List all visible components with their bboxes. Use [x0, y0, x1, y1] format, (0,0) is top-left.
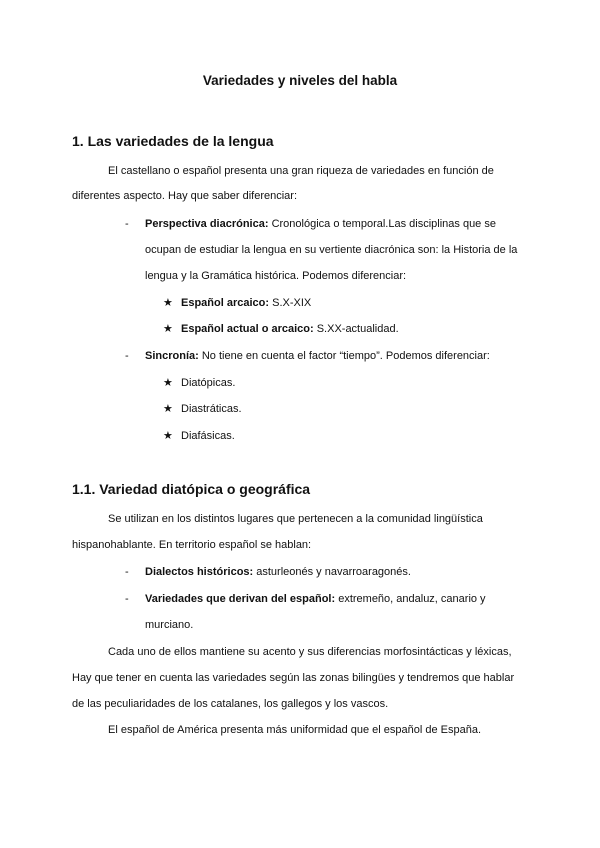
section-1-1-p2-line-3: de las peculiaridades de los catalanes, los gallegos y los vascos. — [72, 698, 389, 710]
section-1-1-p2-line-1: Cada uno de ellos mantiene su acento y sus diferencias morfosintácticas y léxicas, — [108, 646, 512, 658]
dash-bullet: - — [125, 566, 129, 578]
sincronia-line — [145, 349, 490, 363]
star-bullet-icon: ★ — [163, 297, 173, 309]
espanol-arcaico-text: S.X-XIX — [269, 297, 312, 309]
diacronica-line-2: ocupan de estudiar la lengua en su vertiente diacrónica son: la Historia de la — [145, 244, 518, 256]
section-1-1-p1-line-2: hispanohablante. En territorio español se hablan: — [72, 539, 312, 551]
dash-bullet: - — [125, 350, 129, 362]
diacronica-text-1: Cronológica o temporal.Las disciplinas que se — [268, 218, 496, 230]
sincronia-label: Sincronía: — [145, 350, 199, 362]
variedades-label: Variedades que derivan del español: — [145, 593, 336, 605]
diatopicas-item: Diatópicas. — [181, 377, 236, 389]
section-1-1-p1-line-1: Se utilizan en los distintos lugares que pertenecen a la comunidad lingüística — [108, 513, 483, 525]
section-1-1-p3: El español de América presenta más uniformidad que el español de España. — [108, 724, 482, 736]
diacronica-line-1 — [145, 217, 496, 231]
dash-bullet: - — [125, 218, 129, 230]
sincronia-text: No tiene en cuenta el factor “tiempo”. Podemos diferenciar: — [198, 350, 490, 362]
espanol-actual-label: Español actual o arcaico: — [181, 323, 314, 335]
section-1-intro-line-1: El castellano o español presenta una gran riqueza de variedades en función de — [108, 165, 494, 177]
section-1-heading: 1. Las variedades de la lengua — [72, 133, 274, 149]
variedades-line-1 — [145, 592, 486, 606]
diacronica-label: Perspectiva diacrónica: — [145, 218, 269, 230]
dash-bullet: - — [125, 593, 129, 605]
section-1-1-heading: 1.1. Variedad diatópica o geográfica — [72, 481, 311, 497]
star-bullet-icon: ★ — [163, 430, 173, 442]
document-title: Variedades y niveles del habla — [202, 73, 398, 88]
variedades-text-1: extremeño, andaluz, canario y — [335, 593, 486, 605]
section-1-1-p2-line-2: Hay que tener en cuenta las variedades según las zonas bilingües y tendremos que hablar — [72, 672, 515, 684]
dialectos-label: Dialectos históricos: — [145, 566, 254, 578]
espanol-arcaico-label: Español arcaico: — [181, 297, 270, 309]
star-bullet-icon: ★ — [163, 377, 173, 389]
dialectos-line — [145, 565, 411, 579]
diastraticas-item: Diastráticas. — [181, 403, 242, 415]
dialectos-text: asturleonés y navarroaragonés. — [253, 566, 411, 578]
section-1-intro-line-2: diferentes aspecto. Hay que saber diferenciar: — [72, 190, 298, 202]
variedades-line-2: murciano. — [145, 619, 194, 631]
star-bullet-icon: ★ — [163, 323, 173, 335]
diafasicas-item: Diafásicas. — [181, 430, 235, 442]
espanol-actual-item — [181, 322, 399, 336]
espanol-arcaico-item — [181, 296, 311, 310]
star-bullet-icon: ★ — [163, 403, 173, 415]
espanol-actual-text: S.XX-actualidad. — [313, 323, 399, 335]
diacronica-line-3: lengua y la Gramática histórica. Podemos diferenciar: — [145, 270, 407, 282]
